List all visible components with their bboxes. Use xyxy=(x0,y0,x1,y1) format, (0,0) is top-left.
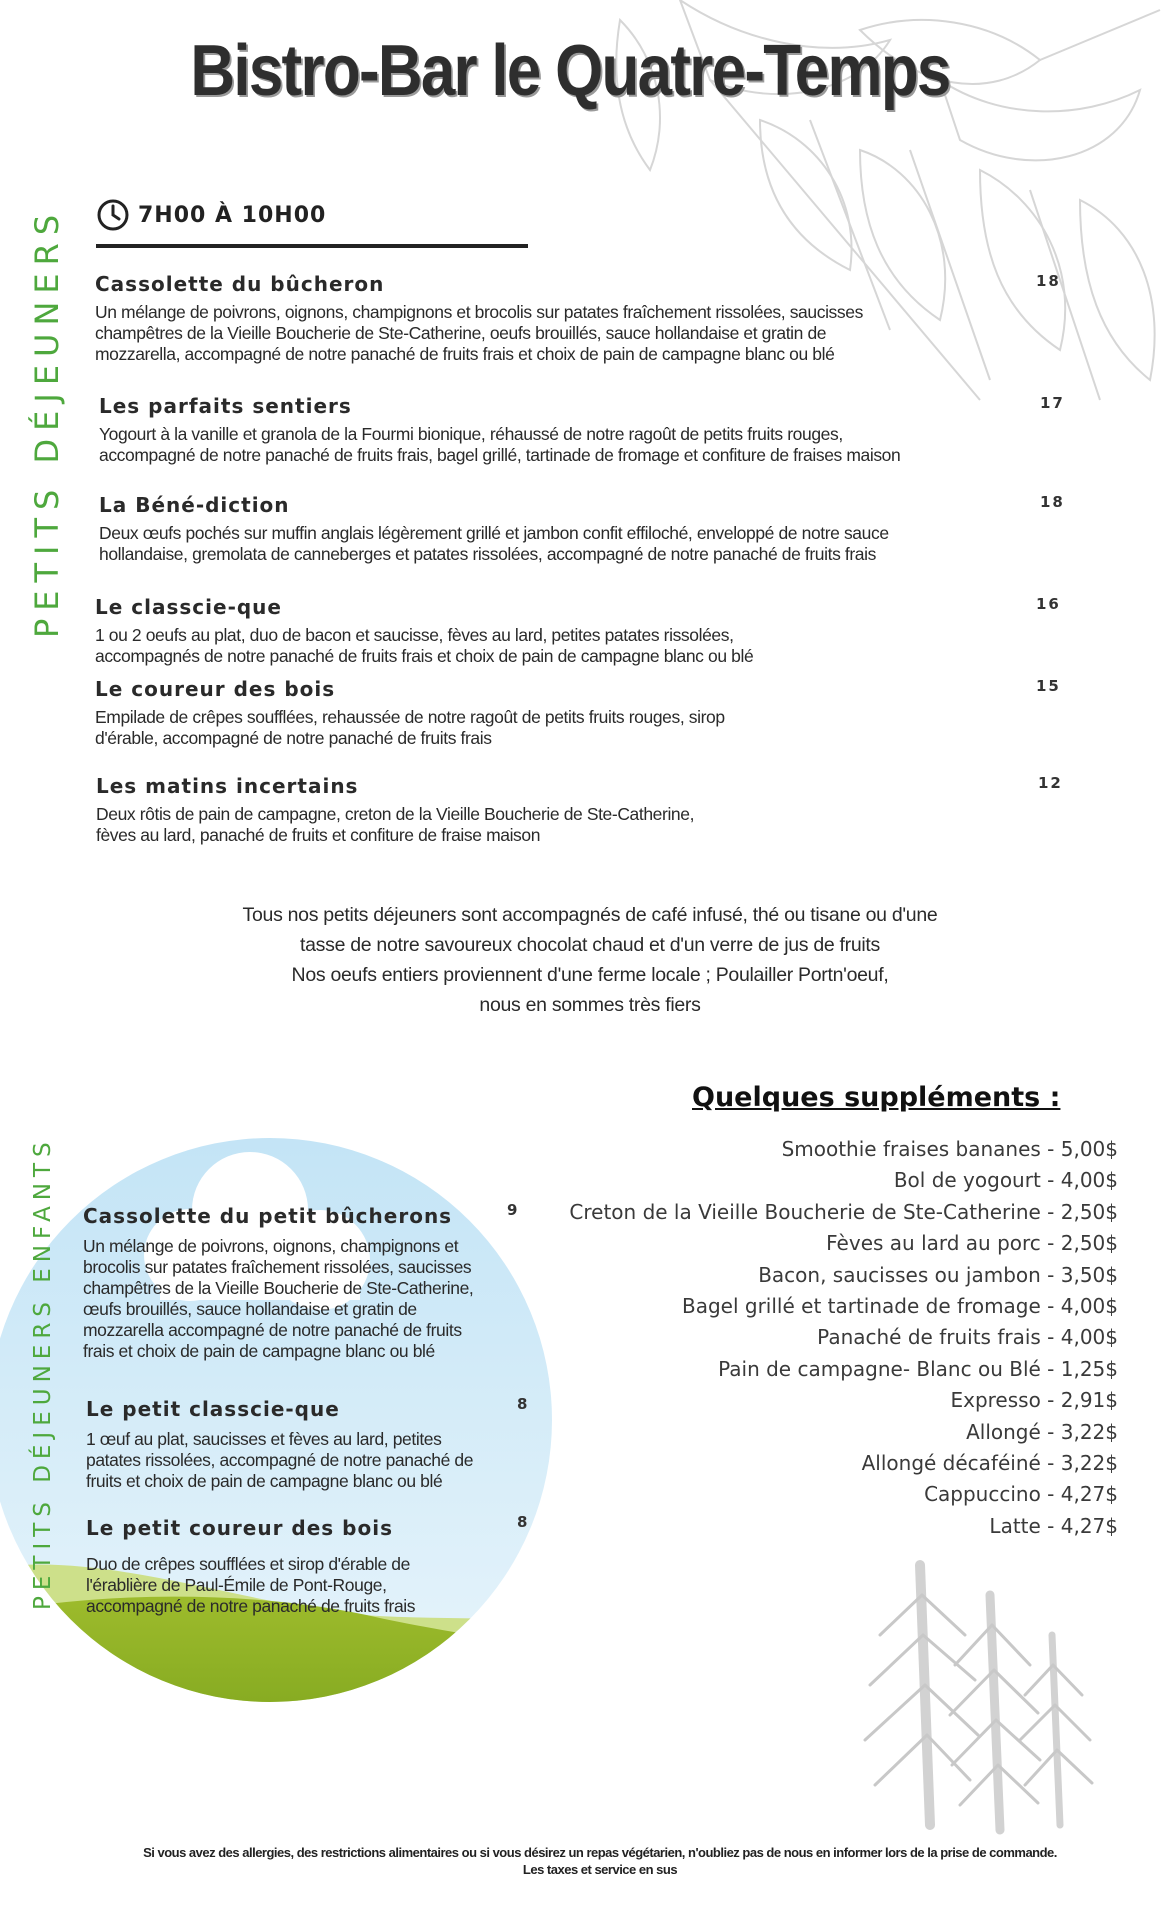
supplement-item: Latte - 4,27$ xyxy=(989,1513,1118,1538)
item-name: Cassolette du bûcheron xyxy=(95,272,385,296)
footer-note: Si vous avez des allergies, des restrictions alimentaires ou si vous désirez un repas végétarien, n'oubliez pas de nous en informer lors de la prise de commande. Les taxes et service en sus xyxy=(143,1845,1057,1877)
clock-icon xyxy=(96,198,130,232)
item-price: 12 xyxy=(1038,774,1063,792)
item-price: 18 xyxy=(1040,493,1065,511)
item-name: La Béné-diction xyxy=(99,493,290,517)
item-name: Cassolette du petit bûcherons xyxy=(83,1204,453,1228)
kids-menu-item xyxy=(83,1204,473,1362)
item-description: Un mélange de poivrons, oignons, champignons et brocolis sur patates fraîchement rissolées, saucisses champêtres de la Vieille Boucherie de Ste-Catherine, oeufs brouillés, sauce hollandaise et gratin de mozzarella, accompagné de notre panaché de fruits frais et choix de pain de campagne blanc ou blé xyxy=(95,302,863,364)
item-name: Le petit classcie-que xyxy=(86,1397,340,1421)
item-price: 16 xyxy=(1036,595,1061,613)
item-name: Le petit coureur des bois xyxy=(86,1516,393,1540)
menu-item xyxy=(99,394,900,466)
side-label-kids: PETITS DÉJEUNERS ENFANTS xyxy=(30,1136,56,1610)
kids-menu-item xyxy=(86,1516,415,1617)
item-price: 8 xyxy=(517,1395,530,1413)
supplement-item: Cappuccino - 4,27$ xyxy=(924,1482,1118,1507)
item-price: 18 xyxy=(1036,272,1061,290)
item-price: 15 xyxy=(1036,677,1061,695)
hours-label: 7H00 À 10H00 xyxy=(138,202,327,228)
supplement-item: Allongé - 3,22$ xyxy=(966,1419,1118,1444)
item-name: Les parfaits sentiers xyxy=(99,394,352,418)
item-price: 17 xyxy=(1040,394,1065,412)
item-price: 8 xyxy=(517,1513,530,1531)
supplement-item: Panaché de fruits frais - 4,00$ xyxy=(817,1325,1118,1350)
supplement-item: Smoothie fraises bananes - 5,00$ xyxy=(781,1137,1118,1161)
item-description: Deux œufs pochés sur muffin anglais légèrement grillé et jambon confit effiloché, enveloppé de notre sauce hollandaise, gremolata de canneberges et patates rissolées, accompagné de notre panaché de fruits frais xyxy=(99,523,889,564)
item-description: Empilade de crêpes soufflées, rehaussée de notre ragoût de petits fruits rouges, sirop d'érable, accompagné de notre panaché de fruits frais xyxy=(95,707,725,748)
item-description: Deux rôtis de pain de campagne, creton de la Vieille Boucherie de Ste-Catherine, fèves au lard, panaché de fruits et confiture de fraise maison xyxy=(96,804,695,845)
supplement-item: Bol de yogourt - 4,00$ xyxy=(893,1168,1118,1193)
supplement-item: Pain de campagne- Blanc ou Blé - 1,25$ xyxy=(718,1356,1118,1381)
item-price: 9 xyxy=(507,1201,520,1219)
item-name: Le classcie-que xyxy=(95,595,282,619)
menu-item xyxy=(96,774,694,846)
hours-row xyxy=(96,198,326,232)
supplement-item: Bacon, saucisses ou jambon - 3,50$ xyxy=(758,1262,1118,1287)
item-description: Yogourt à la vanille et granola de la Fourmi bionique, réhaussé de notre ragoût de petits fruits rouges, accompagné de notre panaché de fruits frais, bagel grillé, tartinade de fromage et confiture de fraises maison xyxy=(99,424,901,465)
item-description: Un mélange de poivrons, oignons, champignons et brocolis sur patates fraîchement rissolées, saucisses champêtres de la Vieille Boucherie de Ste-Catherine, œufs brouillés, sauce hollandaise et gratin de mozzarella accompagné de notre panaché de fruits frais et choix de pain de campagne blanc ou blé xyxy=(83,1236,474,1361)
item-description: 1 œuf au plat, saucisses et fèves au lard, petites patates rissolées, accompagné de notre panaché de fruits et choix de pain de campagne blanc ou blé xyxy=(86,1429,474,1491)
supplements-list xyxy=(569,1134,1118,1542)
supplement-item: Creton de la Vieille Boucherie de Ste-Catherine - 2,50$ xyxy=(569,1199,1118,1224)
supplement-item: Allongé décaféiné - 3,22$ xyxy=(861,1451,1118,1476)
item-description: 1 ou 2 oeufs au plat, duo de bacon et saucisse, fèves au lard, petites patates rissolées, accompagnés de notre panaché de fruits frais et choix de pain de campagne blanc ou blé xyxy=(95,625,754,666)
item-name: Le coureur des bois xyxy=(95,677,336,701)
restaurant-title: Bistro-Bar le Quatre-Temps xyxy=(190,31,950,111)
menu-item xyxy=(95,595,753,667)
trees-illustration xyxy=(860,1555,1100,1835)
item-name: Les matins incertains xyxy=(96,774,359,798)
menu-item xyxy=(95,272,863,365)
item-description: Duo de crêpes soufflées et sirop d'érable de l'érablière de Paul-Émile de Pont-Rouge, accompagné de notre panaché de fruits frais xyxy=(86,1554,416,1616)
supplement-item: Bagel grillé et tartinade de fromage - 4,00$ xyxy=(682,1294,1118,1319)
side-label-breakfast: PETITS DÉJEUNERS xyxy=(28,206,66,638)
supplement-item: Expresso - 2,91$ xyxy=(950,1388,1118,1413)
supplement-item: Fèves au lard au porc - 2,50$ xyxy=(826,1231,1118,1256)
breakfast-note: Tous nos petits déjeuners sont accompagnés de café infusé, thé ou tisane ou d'une tasse de notre savoureux chocolat chaud et d'un verre de jus de fruits Nos oeufs entiers proviennent d'une ferme locale ; Poulailler Portn'oeuf, nous en sommes très fiers xyxy=(242,904,938,1016)
menu-item xyxy=(99,493,889,565)
menu-item xyxy=(95,677,725,749)
supplements-title: Quelques suppléments : xyxy=(692,1082,1061,1113)
kids-menu-item xyxy=(86,1397,473,1492)
hours-divider xyxy=(96,244,528,248)
